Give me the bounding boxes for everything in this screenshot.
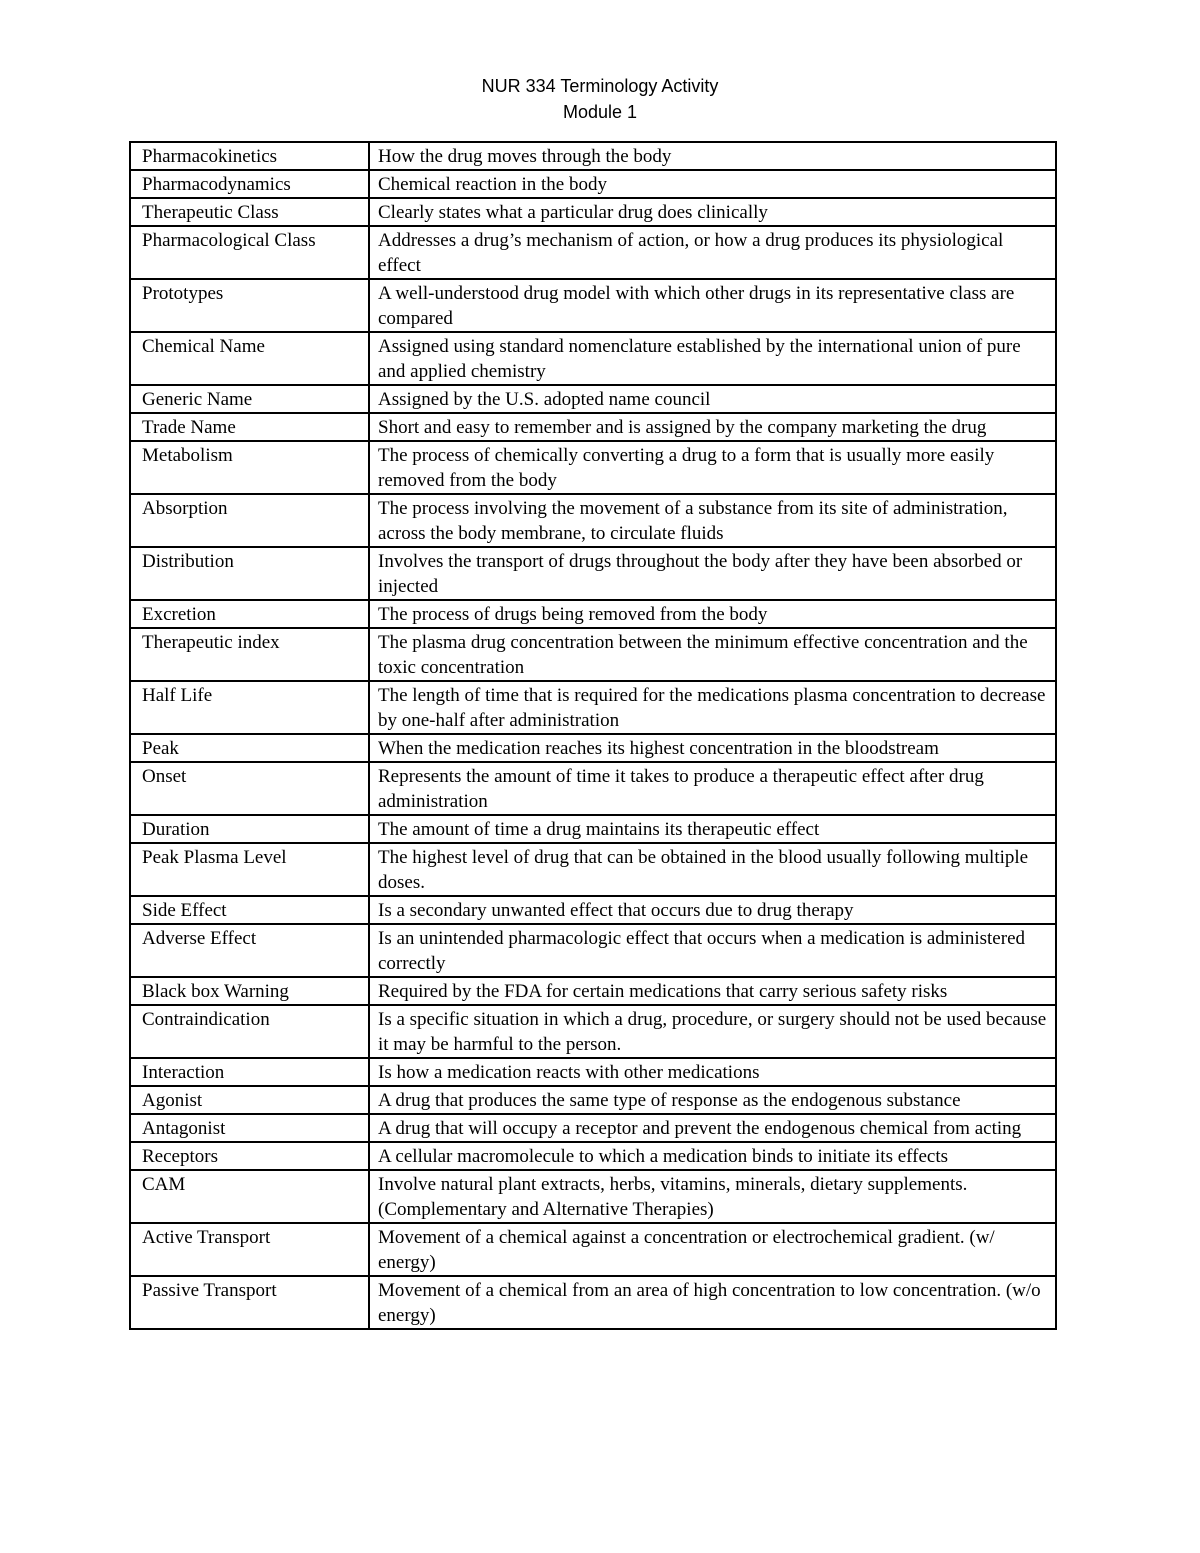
table-row <box>130 977 1056 1005</box>
term-cell: Half Life <box>130 681 369 734</box>
term-cell: Pharmacodynamics <box>130 170 369 198</box>
definition-cell: A drug that will occupy a receptor and prevent the endogenous chemical from acting <box>369 1114 1056 1142</box>
term-cell: Peak <box>130 734 369 762</box>
definition-cell: The amount of time a drug maintains its therapeutic effect <box>369 815 1056 843</box>
term-cell: Therapeutic Class <box>130 198 369 226</box>
table-row <box>130 494 1056 547</box>
definition-cell: Movement of a chemical from an area of high concentration to low concentration. (w/o energy) <box>369 1276 1056 1329</box>
definition-cell: How the drug moves through the body <box>369 142 1056 170</box>
table-row <box>130 170 1056 198</box>
table-row <box>130 762 1056 815</box>
definition-cell: Is an unintended pharmacologic effect that occurs when a medication is administered correctly <box>369 924 1056 977</box>
definition-cell: The length of time that is required for the medications plasma concentration to decrease by one-half after administration <box>369 681 1056 734</box>
table-row <box>130 1114 1056 1142</box>
term-cell: Antagonist <box>130 1114 369 1142</box>
term-cell: Interaction <box>130 1058 369 1086</box>
definition-cell: The process involving the movement of a substance from its site of administration, across the body membrane, to circulate fluids <box>369 494 1056 547</box>
definition-cell: Short and easy to remember and is assigned by the company marketing the drug <box>369 413 1056 441</box>
term-cell: Black box Warning <box>130 977 369 1005</box>
term-cell: Side Effect <box>130 896 369 924</box>
definition-cell: The process of chemically converting a drug to a form that is usually more easily removed from the body <box>369 441 1056 494</box>
term-cell: Duration <box>130 815 369 843</box>
term-cell: Trade Name <box>130 413 369 441</box>
term-cell: Agonist <box>130 1086 369 1114</box>
definition-cell: Chemical reaction in the body <box>369 170 1056 198</box>
definition-cell: Involves the transport of drugs throughout the body after they have been absorbed or injected <box>369 547 1056 600</box>
term-cell: Peak Plasma Level <box>130 843 369 896</box>
definition-cell: Involve natural plant extracts, herbs, vitamins, minerals, dietary supplements. (Complementary and Alternative Therapies) <box>369 1170 1056 1223</box>
table-row <box>130 1223 1056 1276</box>
definition-cell: Is how a medication reacts with other medications <box>369 1058 1056 1086</box>
table-row <box>130 441 1056 494</box>
term-cell: Distribution <box>130 547 369 600</box>
table-row <box>130 924 1056 977</box>
term-cell: Metabolism <box>130 441 369 494</box>
table-row <box>130 198 1056 226</box>
term-cell: Pharmacokinetics <box>130 142 369 170</box>
table-row <box>130 600 1056 628</box>
table-row <box>130 896 1056 924</box>
definition-cell: A drug that produces the same type of response as the endogenous substance <box>369 1086 1056 1114</box>
term-cell: Pharmacological Class <box>130 226 369 279</box>
table-row <box>130 1142 1056 1170</box>
document-subtitle: Module 1 <box>562 102 638 122</box>
table-row <box>130 332 1056 385</box>
definition-cell: Assigned by the U.S. adopted name council <box>369 385 1056 413</box>
definition-cell: Clearly states what a particular drug does clinically <box>369 198 1056 226</box>
document-header <box>0 73 1200 125</box>
table-row <box>130 279 1056 332</box>
table-row <box>130 1005 1056 1058</box>
terminology-table <box>129 141 1057 1330</box>
definition-cell: A cellular macromolecule to which a medication binds to initiate its effects <box>369 1142 1056 1170</box>
definition-cell: The plasma drug concentration between the minimum effective concentration and the toxic concentration <box>369 628 1056 681</box>
table-row <box>130 815 1056 843</box>
term-cell: Receptors <box>130 1142 369 1170</box>
definition-cell: Movement of a chemical against a concentration or electrochemical gradient. (w/ energy) <box>369 1223 1056 1276</box>
term-cell: Prototypes <box>130 279 369 332</box>
table-row <box>130 1170 1056 1223</box>
definition-cell: Is a secondary unwanted effect that occurs due to drug therapy <box>369 896 1056 924</box>
term-cell: Passive Transport <box>130 1276 369 1329</box>
table-row <box>130 142 1056 170</box>
term-cell: Generic Name <box>130 385 369 413</box>
definition-cell: Assigned using standard nomenclature established by the international union of pure and applied chemistry <box>369 332 1056 385</box>
terminology-table-body <box>130 142 1056 1329</box>
table-row <box>130 681 1056 734</box>
table-row <box>130 628 1056 681</box>
term-cell: Active Transport <box>130 1223 369 1276</box>
term-cell: Therapeutic index <box>130 628 369 681</box>
table-row <box>130 843 1056 896</box>
table-row <box>130 226 1056 279</box>
term-cell: Absorption <box>130 494 369 547</box>
table-row <box>130 385 1056 413</box>
term-cell: CAM <box>130 1170 369 1223</box>
table-row <box>130 1276 1056 1329</box>
definition-cell: When the medication reaches its highest concentration in the bloodstream <box>369 734 1056 762</box>
table-row <box>130 1086 1056 1114</box>
document-title: NUR 334 Terminology Activity <box>481 76 719 96</box>
table-row <box>130 413 1056 441</box>
term-cell: Adverse Effect <box>130 924 369 977</box>
definition-cell: Addresses a drug’s mechanism of action, or how a drug produces its physiological effect <box>369 226 1056 279</box>
table-row <box>130 734 1056 762</box>
term-cell: Onset <box>130 762 369 815</box>
definition-cell: The highest level of drug that can be obtained in the blood usually following multiple doses. <box>369 843 1056 896</box>
definition-cell: Represents the amount of time it takes to produce a therapeutic effect after drug administration <box>369 762 1056 815</box>
table-row <box>130 547 1056 600</box>
table-row <box>130 1058 1056 1086</box>
definition-cell: Required by the FDA for certain medications that carry serious safety risks <box>369 977 1056 1005</box>
term-cell: Excretion <box>130 600 369 628</box>
term-cell: Contraindication <box>130 1005 369 1058</box>
term-cell: Chemical Name <box>130 332 369 385</box>
definition-cell: A well-understood drug model with which other drugs in its representative class are compared <box>369 279 1056 332</box>
definition-cell: Is a specific situation in which a drug, procedure, or surgery should not be used because it may be harmful to the person. <box>369 1005 1056 1058</box>
definition-cell: The process of drugs being removed from the body <box>369 600 1056 628</box>
